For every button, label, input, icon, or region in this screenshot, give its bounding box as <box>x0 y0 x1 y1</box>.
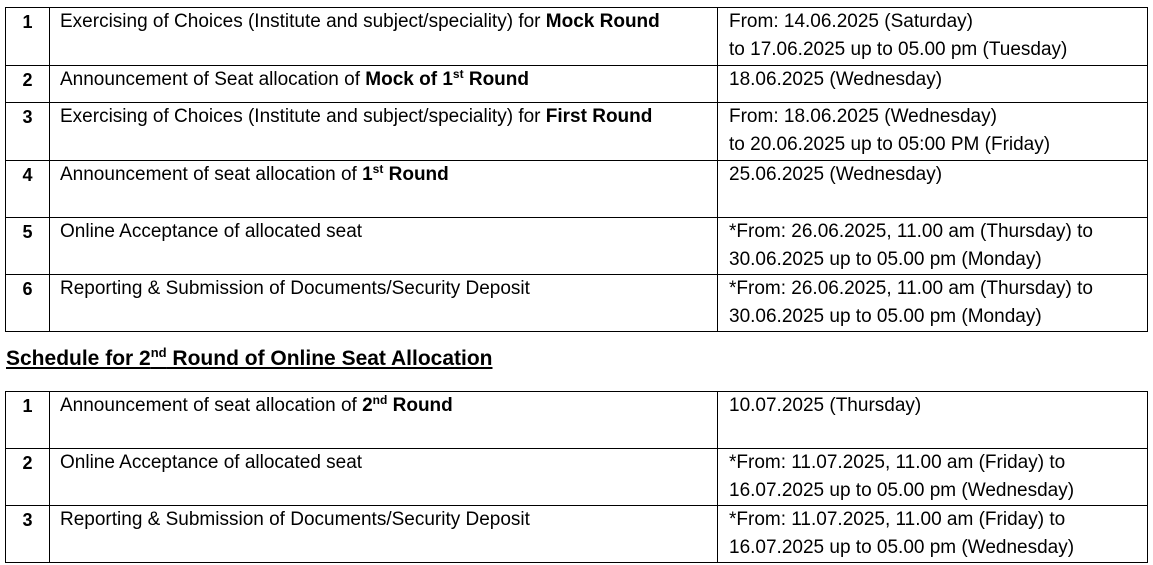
row-dates <box>718 449 1148 506</box>
description-bold-text: Round <box>383 164 449 185</box>
row-dates <box>718 392 1148 449</box>
row-number: 3 <box>6 506 50 563</box>
description-bold-text: Round <box>463 69 529 90</box>
row-description: Online Acceptance of allocated seat <box>50 218 718 275</box>
row-dates <box>718 161 1148 218</box>
row-description <box>50 103 718 161</box>
row-number: 4 <box>6 161 50 218</box>
row-description <box>50 392 718 449</box>
row-description: Reporting & Submission of Documents/Security Deposit <box>50 275 718 332</box>
row-dates <box>718 218 1148 275</box>
date-line: 30.06.2025 up to 05.00 pm (Monday) <box>729 306 1042 327</box>
date-line: to 20.06.2025 up to 05:00 PM (Friday) <box>729 134 1051 155</box>
description-text: Exercising of Choices (Institute and subject/speciality) for <box>60 11 546 32</box>
date-line: *From: 26.06.2025, 11.00 am (Thursday) to <box>729 278 1093 299</box>
row-dates <box>718 103 1148 161</box>
description-bold-text: First Round <box>545 106 653 127</box>
description-text: Announcement of Seat allocation of <box>60 69 366 90</box>
description-text: Exercising of Choices (Institute and subject/speciality) for <box>60 106 546 127</box>
date-line: 30.06.2025 up to 05.00 pm (Monday) <box>729 249 1042 270</box>
table-row <box>6 218 1148 275</box>
date-line: *From: 11.07.2025, 11.00 am (Friday) to <box>729 509 1066 530</box>
row-number: 6 <box>6 275 50 332</box>
description-bold-text: Mock of 1 <box>365 69 453 90</box>
description-bold-text: 2 <box>362 395 373 416</box>
row-number: 1 <box>6 392 50 449</box>
date-line: *From: 11.07.2025, 11.00 am (Friday) to <box>729 452 1066 473</box>
row-number: 2 <box>6 449 50 506</box>
date-line: 16.07.2025 up to 05.00 pm (Wednesday) <box>729 480 1075 501</box>
row-description: Online Acceptance of allocated seat <box>50 449 718 506</box>
date-line: 18.06.2025 (Wednesday) <box>729 69 943 90</box>
description-text: Announcement of seat allocation of <box>60 164 363 185</box>
description-bold-text: Mock Round <box>545 11 660 32</box>
section-heading <box>6 347 492 371</box>
table-row <box>6 103 1148 161</box>
row-description: Reporting & Submission of Documents/Security Deposit <box>50 506 718 563</box>
description-bold-text: 1 <box>362 164 373 185</box>
first-round-schedule-table <box>5 7 1148 332</box>
date-line: 10.07.2025 (Thursday) <box>729 395 922 416</box>
heading-text: Round of Online Seat Allocation <box>166 347 493 370</box>
row-description <box>50 66 718 103</box>
description-bold-text: Round <box>387 395 453 416</box>
row-dates <box>718 66 1148 103</box>
table-row <box>6 66 1148 103</box>
table-row <box>6 161 1148 218</box>
ordinal-suffix: st <box>452 67 464 81</box>
date-line: From: 14.06.2025 (Saturday) <box>729 11 973 32</box>
ordinal-suffix: nd <box>372 393 388 407</box>
row-number: 5 <box>6 218 50 275</box>
date-line: From: 18.06.2025 (Wednesday) <box>729 106 997 127</box>
date-line: 25.06.2025 (Wednesday) <box>729 164 943 185</box>
row-description <box>50 161 718 218</box>
table-row <box>6 275 1148 332</box>
row-dates <box>718 8 1148 66</box>
date-line: 16.07.2025 up to 05.00 pm (Wednesday) <box>729 537 1075 558</box>
date-line: to 17.06.2025 up to 05.00 pm (Tuesday) <box>729 39 1068 60</box>
table-row <box>6 449 1148 506</box>
table-row <box>6 506 1148 563</box>
heading-text: Schedule for 2 <box>6 347 151 370</box>
row-number: 3 <box>6 103 50 161</box>
row-dates <box>718 275 1148 332</box>
date-line: *From: 26.06.2025, 11.00 am (Thursday) to <box>729 221 1093 242</box>
row-number: 2 <box>6 66 50 103</box>
ordinal-suffix: st <box>372 162 384 176</box>
description-text: Announcement of seat allocation of <box>60 395 363 416</box>
table-row <box>6 8 1148 66</box>
ordinal-suffix: nd <box>150 345 167 360</box>
row-number: 1 <box>6 8 50 66</box>
table-row <box>6 392 1148 449</box>
row-dates <box>718 506 1148 563</box>
second-round-schedule-table <box>5 391 1148 563</box>
row-description <box>50 8 718 66</box>
